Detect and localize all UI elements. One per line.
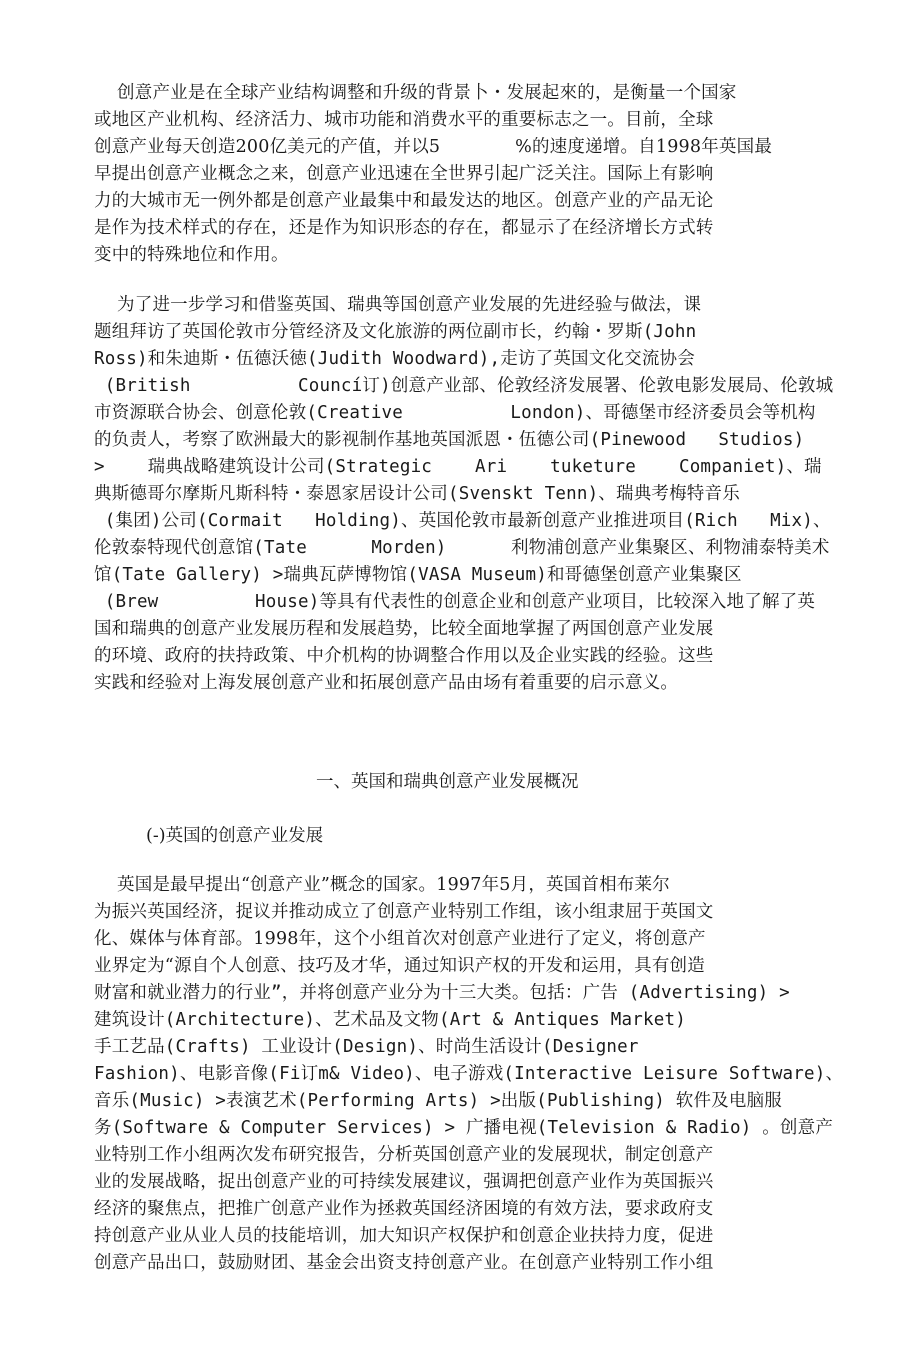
text-line: 或地区产业机构、经济活力、城市功能和消费水平的重要标志之一。目前，全球	[94, 110, 714, 130]
text-line: 的负责人，考察了欧洲最大的影视制作基地英国派恩・伍德公司(Pinewood Studios)	[94, 430, 805, 450]
text-line: > 瑞典战略建筑设计公司(Strategic Ari tuketure Companiet)、瑞	[94, 457, 822, 477]
text-line: (集团)公司(Cormait Holding)、英国伦敦市最新创意产业推进项目(Rich Mix)、	[94, 511, 831, 531]
subsection-heading: (-)英国的创意产业发展	[146, 826, 324, 846]
text-line: 国和瑞典的创意产业发展历程和发展趋势，比较全面地掌握了两国创意产业发展	[94, 619, 714, 639]
text-line: 手工艺品(Crafts) 工业设计(Design)、时尚生活设计(Designer	[94, 1037, 639, 1057]
text-line: 为振兴英国经济，捉议并推动成立了创意产业特别工作组，该小组隶屈于英国文	[94, 902, 714, 922]
text-line: (British Councí订)创意产业部、伦敦经济发展署、伦敦电影发展局、伦敦城	[94, 376, 834, 396]
text-line: 务(Software & Computer Services) > 广播电视(Television & Radio) 。创意产	[94, 1118, 834, 1138]
text-line: 业的发展战略，捉出创意产业的可持续发展建议，强调把创意产业作为英国振兴	[94, 1172, 714, 1192]
text-line: 力的大城市无一例外都是创意产业最集中和最发达的地区。创意产业的产品无论	[94, 191, 714, 211]
text-line: 创意产品出口，鼓励财团、基金会出资支持创意产业。在创意产业特别工作小组	[94, 1253, 714, 1273]
section-heading: 一、英国和瑞典创意产业发展概况	[316, 772, 579, 792]
text-line: 变中的特殊地位和作用。	[94, 245, 289, 265]
text-line: 为了进一步学习和借鉴英国、瑞典等国创意产业发展的先进经验与做法，课	[94, 295, 702, 315]
text-line: 早提出创意产业概念之来，创意产业迅速在全世界引起广泛关注。国际上有影响	[94, 164, 714, 184]
text-line: 音乐(Music) >表演艺术(Performing Arts) >出版(Publishing) 软件及电脑服	[94, 1091, 782, 1111]
text-line: 题组拜访了英国伦敦市分管经济及文化旅游的两位副市长，约翰・罗斯(John	[94, 322, 697, 342]
text-line: 化、媒体与体育部。1998年，这个小组首次对创意产业进行了定义，将创意产	[94, 929, 706, 949]
text-line: Ross)和朱迪斯・伍德沃徳(Judith Woodward),走访了英国文化交流协会	[94, 349, 695, 369]
text-line: 实践和经验对上海发展创意产业和拓展创意产品由场有着重要的启示意义。	[94, 673, 679, 693]
text-line: 财富和就业潜力的行业”，并将创意产业分为十三大类。包括：广告 (Advertising) >	[94, 983, 790, 1003]
text-line: 伦敦泰特现代创意馆(Tate Morden) 利物浦创意产业集聚区、利物浦泰特美术	[94, 538, 830, 558]
text-line: 经济的聚焦点，把推广创意产业作为拯救英国经济困境的有效方法，要求政府支	[94, 1199, 714, 1219]
text-line: 持创意产业从业人员的技能培训，加大知识产权保护和创意企业扶持力度，促进	[94, 1226, 714, 1246]
text-line: (Brew House)等具有代表性的创意企业和创意产业项目，比较深入地了解了英	[94, 592, 816, 612]
text-line: Fashion)、电影音像(Fi订m& Video)、电子游戏(Interactive Leisure Software)、	[94, 1064, 844, 1084]
text-line: 的环境、政府的扶持政策、中介机构的协调整合作用以及企业实践的经验。这些	[94, 646, 714, 666]
text-line: 是作为技术样式的存在，还是作为知识形态的存在，都显示了在经济增长方式转	[94, 218, 714, 238]
text-line: 市资源联合协会、创意伦敦(Creative London)、哥德堡市经济委员会等机构	[94, 403, 816, 423]
text-line: 创意产业每天创造200亿美元的产值，并以5 %的速度递增。自1998年英国最	[94, 137, 773, 157]
text-line: 典斯德哥尔摩斯凡斯科特・泰恩家居设计公司(Svenskt Tenn)、瑞典考梅特音乐	[94, 484, 740, 504]
text-line: 英国是最早提出“创意产业”概念的国家。1997年5月，英国首相布莱尔	[94, 875, 670, 895]
text-line: 业界定为“源自个人创意、技巧及才华，通过知识产权的开发和运用，具有创造	[94, 956, 705, 976]
text-line: 创意产业是在全球产业结构调整和升级的背景卜・发展起來的，是衡量一个国家	[94, 83, 737, 103]
text-line: 馆(Tate Gallery) >瑞典瓦萨博物馆(VASA Museum)和哥德堡创意产业集聚区	[94, 565, 742, 585]
text-line: 建筑设计(Architecture)、艺术品及文物(Art & Antiques Market)	[94, 1010, 686, 1030]
text-line: 业特别工作小组两次发布研究报告，分析英国创意产业的发展现状，制定创意产	[94, 1145, 714, 1165]
